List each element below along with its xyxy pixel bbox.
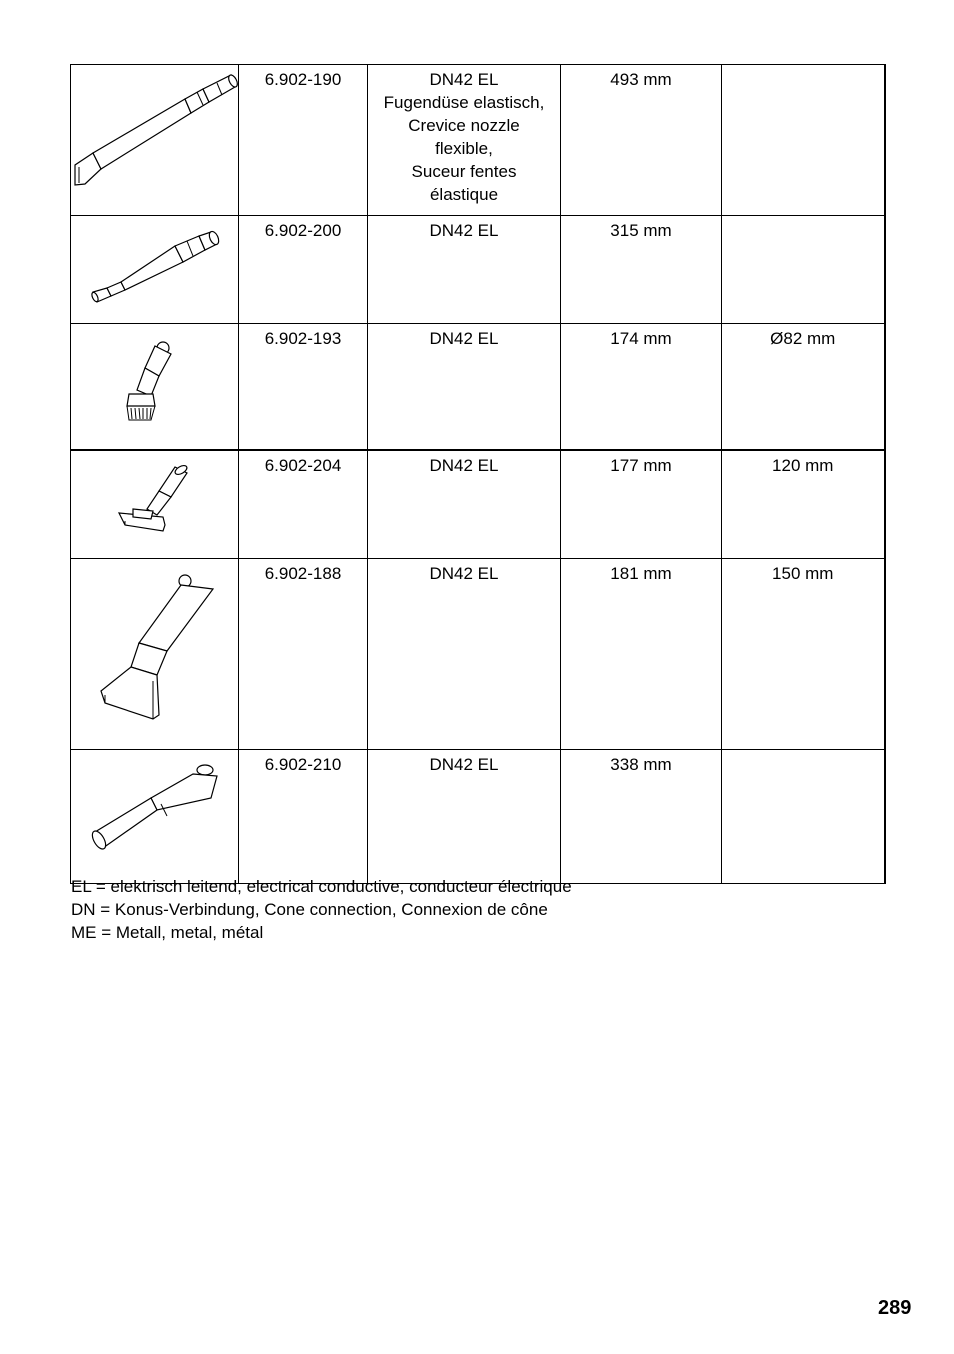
product-image-cell bbox=[71, 450, 239, 559]
part-number: 6.902-193 bbox=[239, 324, 368, 451]
description bbox=[368, 559, 561, 750]
width: 120 mm bbox=[722, 450, 885, 559]
width bbox=[722, 216, 885, 324]
description bbox=[368, 450, 561, 559]
width: Ø82 mm bbox=[722, 324, 885, 451]
part-number: 6.902-190 bbox=[239, 65, 368, 216]
description bbox=[368, 65, 561, 216]
abbreviation-notes bbox=[71, 875, 572, 944]
crevice-nozzle-flexible-icon bbox=[71, 65, 239, 215]
length: 174 mm bbox=[561, 324, 722, 451]
note-dn: DN = Konus-Verbindung, Cone connection, Connexion de cône bbox=[71, 900, 548, 919]
small-floor-nozzle-icon bbox=[71, 451, 239, 558]
accessories-table bbox=[70, 64, 886, 884]
description bbox=[368, 324, 561, 451]
table-row bbox=[71, 65, 885, 216]
length: 177 mm bbox=[561, 450, 722, 559]
flat-crevice-nozzle-icon bbox=[71, 750, 239, 883]
description bbox=[368, 216, 561, 324]
width bbox=[722, 65, 885, 216]
product-image-cell bbox=[71, 750, 239, 884]
part-number: 6.902-210 bbox=[239, 750, 368, 884]
description-line: DN42 EL bbox=[429, 456, 499, 475]
length: 315 mm bbox=[561, 216, 722, 324]
description-line: DN42 EL bbox=[429, 564, 499, 583]
description-line: flexible, bbox=[435, 139, 493, 158]
part-number: 6.902-204 bbox=[239, 450, 368, 559]
description-line: DN42 EL bbox=[429, 221, 499, 240]
product-image-cell bbox=[71, 216, 239, 324]
note-me: ME = Metall, metal, métal bbox=[71, 923, 264, 942]
part-number: 6.902-188 bbox=[239, 559, 368, 750]
width bbox=[722, 750, 885, 884]
product-image-cell bbox=[71, 324, 239, 451]
upholstery-nozzle-icon bbox=[71, 559, 239, 749]
note-el: EL = elektrisch leitend, electrical conductive, conducteur électrique bbox=[71, 877, 572, 896]
length: 493 mm bbox=[561, 65, 722, 216]
description-line: DN42 EL bbox=[429, 755, 499, 774]
width: 150 mm bbox=[722, 559, 885, 750]
long-crevice-nozzle-icon bbox=[71, 216, 239, 323]
length: 338 mm bbox=[561, 750, 722, 884]
table-row bbox=[71, 750, 885, 884]
description-line: Crevice nozzle bbox=[408, 116, 520, 135]
product-image-cell bbox=[71, 65, 239, 216]
round-brush-icon bbox=[71, 324, 239, 449]
length: 181 mm bbox=[561, 559, 722, 750]
description-line: élastique bbox=[429, 185, 499, 204]
table-row bbox=[71, 450, 885, 559]
table-row bbox=[71, 216, 885, 324]
page-number: 289 bbox=[878, 1297, 912, 1319]
description-line: Suceur fentes bbox=[411, 162, 517, 181]
description bbox=[368, 750, 561, 884]
description-line: DN42 EL bbox=[429, 70, 499, 89]
table-row bbox=[71, 324, 885, 451]
table-row bbox=[71, 559, 885, 750]
product-image-cell bbox=[71, 559, 239, 750]
description-line: DN42 EL bbox=[429, 329, 499, 348]
part-number: 6.902-200 bbox=[239, 216, 368, 324]
description-line: Fugendüse elastisch, bbox=[383, 93, 545, 112]
